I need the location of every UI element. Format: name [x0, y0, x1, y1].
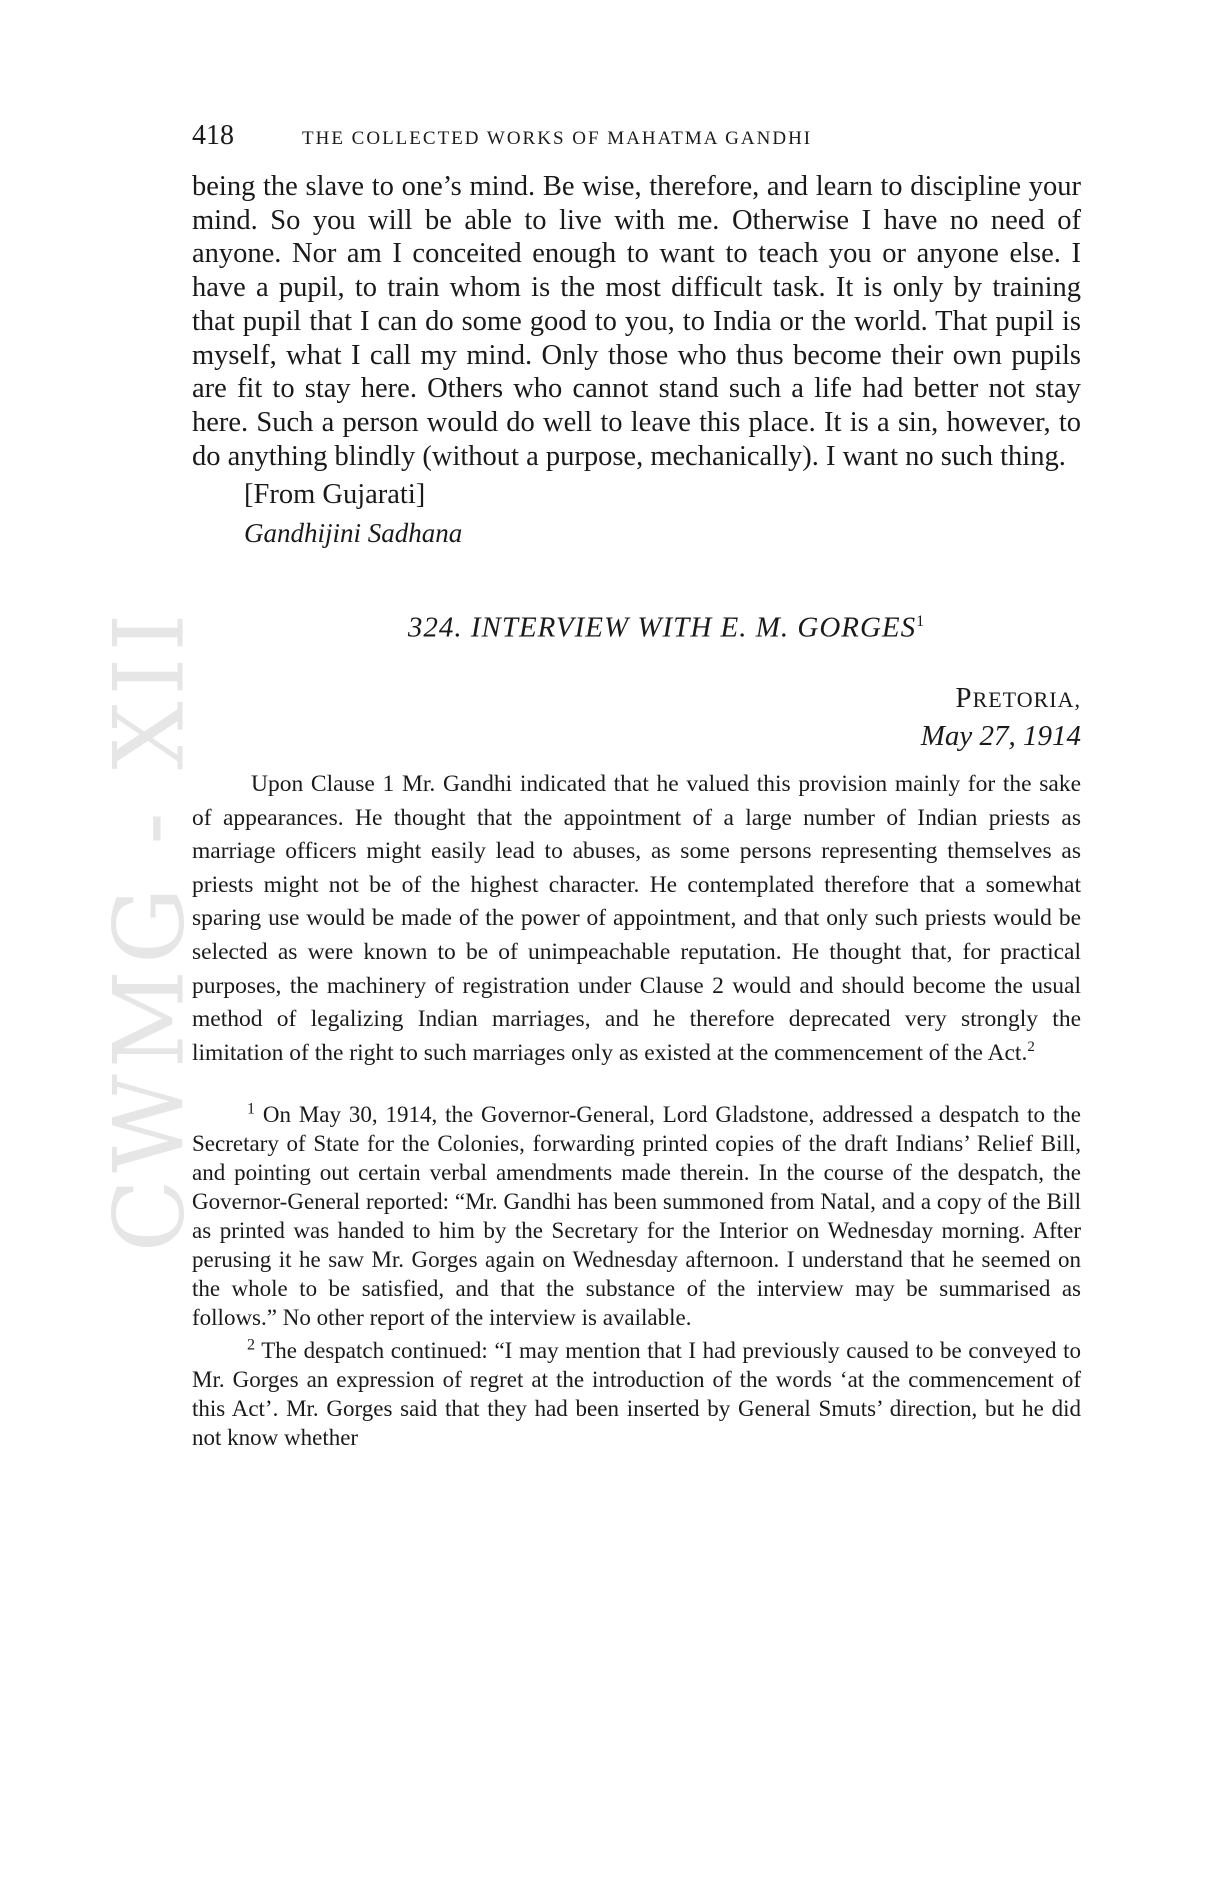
footnote-number: 1 — [247, 1100, 255, 1118]
section-heading-text: 324. INTERVIEW WITH E. M. GORGES — [407, 611, 917, 644]
body-footnote-mark: 2 — [1027, 1038, 1035, 1055]
source-publication: Gandhijini Sadhana — [244, 518, 463, 549]
source-language: [From Gujarati] — [244, 479, 426, 511]
footnotes — [192, 1100, 1081, 1452]
interview-paragraph — [192, 768, 1081, 1070]
footnote-text: The despatch continued: “I may mention that I had previously caused to be conveyed to Mr. Gorges an expression of regret at the introduction of the words ‘at the commencement of this Act’. Mr. Gorges said that they had been inserted by General Smuts’ direction, but he did not know whether — [192, 1338, 1081, 1451]
place-rest: RETORIA, — [972, 686, 1081, 712]
page-content — [192, 120, 1081, 1452]
dateline-place — [192, 680, 1081, 718]
section-heading — [192, 604, 1081, 646]
watermark-text: CWMG - XII — [93, 607, 206, 1253]
continuation-paragraph: being the slave to one’s mind. Be wise, therefore, and learn to discipline your mind. So you will be able to live with me. Otherwise I have no need of anyone. Nor am I conceited enough to want to teach you or anyone else. I have a pupil, to train whom is the most difficult task. It is only by training that pupil that I can do some good to you, to India or the world. That pupil is myself, what I call my mind. Only those who thus become their own pupils are fit to stay here. Others who cannot stand such a life had better not stay here. Such a person would do well to leave this place. It is a sin, however, to do anything blindly (without a purpose, mechanically). I want no such thing. — [192, 171, 1081, 472]
footnote-2 — [192, 1336, 1081, 1452]
heading-footnote-mark: 1 — [916, 613, 926, 631]
dateline-date: May 27, 1914 — [920, 719, 1081, 752]
watermark — [93, 520, 206, 1340]
footnote-number: 2 — [247, 1336, 255, 1354]
running-head — [192, 120, 1081, 170]
footnote-1 — [192, 1100, 1081, 1332]
place-initial: P — [955, 681, 973, 714]
interview-text: Upon Clause 1 Mr. Gandhi indicated that he valued this provision mainly for the sake of appearances. He thought that the appointment of a large number of Indian priests as marriage officers might easily lead to abuses, as some persons representing themselves as priests might not be of the highest character. He contemplated therefore that a somewhat sparing use would be made of the power of appointment, and that only such priests would be selected as were known to be of unimpeachable reputation. He thought that, for practical purposes, the machinery of registration under Clause 2 would and should become the usual method of legalizing Indian marriages, and he therefore deprecated very strongly the limitation of the right to such marriages only as existed at the commencement of the Act. — [192, 770, 1081, 1066]
footnote-text: On May 30, 1914, the Governor-General, Lord Gladstone, addressed a despatch to the Secretary of State for the Colonies, forwarding printed copies of the draft Indians’ Relief Bill, and pointing out certain verbal amendments made therein. In the course of the despatch, the Governor-General reported: “Mr. Gandhi has been summoned from Natal, and a copy of the Bill as printed was handed to him by the Secretary for the Interior on Wednesday morning. After perusing it he saw Mr. Gorges again on Wednesday afternoon. I understand that he seemed on the whole to be satisfied, and that the substance of the interview may be summarised as follows.” No other report of the interview is available. — [192, 1102, 1082, 1331]
running-title: THE COLLECTED WORKS OF MAHATMA GANDHI — [302, 128, 813, 149]
page-number: 418 — [192, 120, 234, 151]
